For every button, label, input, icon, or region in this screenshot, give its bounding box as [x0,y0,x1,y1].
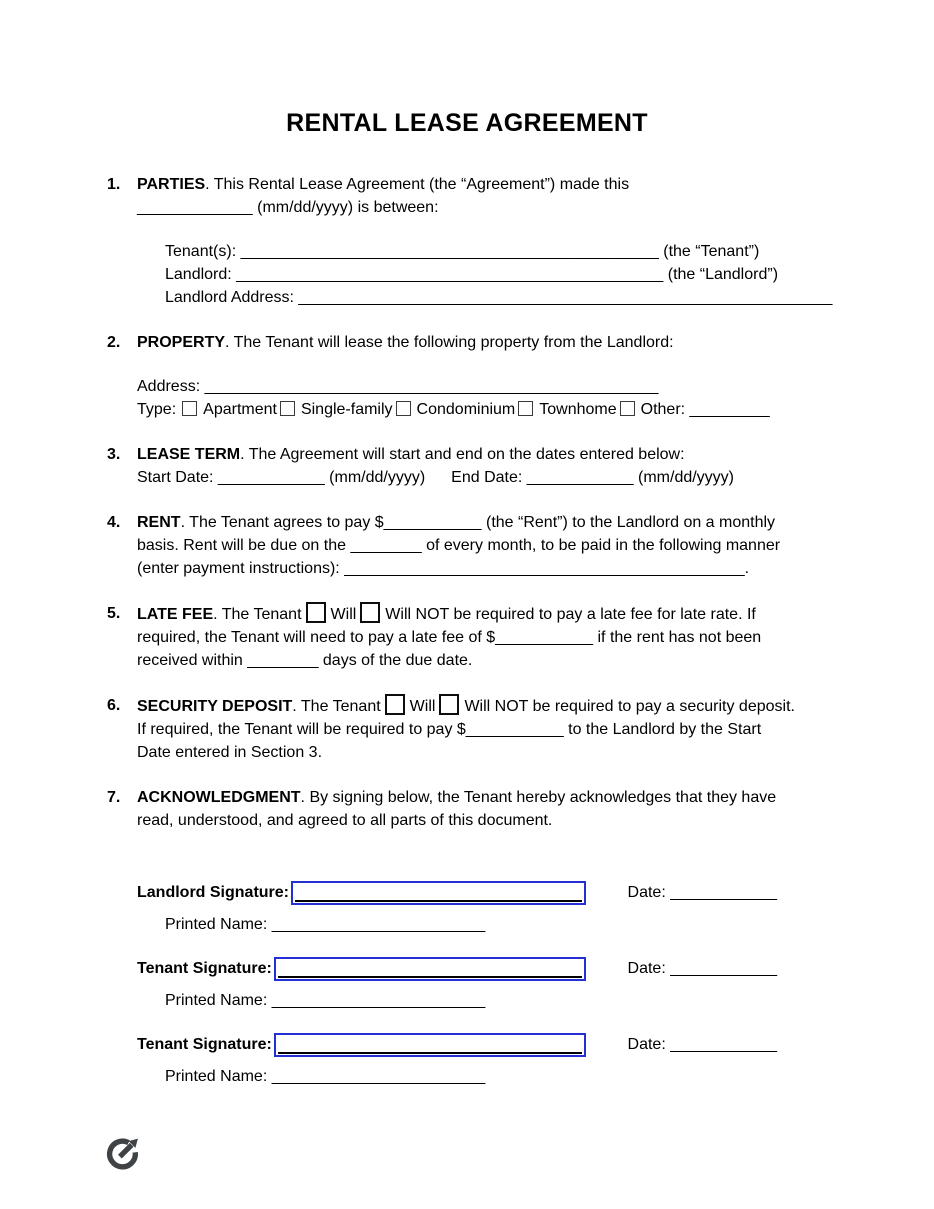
rent-line-3: (enter payment instructions): _____________________________________________. [137,560,750,577]
tenant-printed-name-row-1 [165,989,934,1012]
late-fee-will-checkbox[interactable] [306,602,326,623]
section-rent [107,511,934,580]
landlord-date-group [628,884,777,902]
tenant-signature-label-1: Tenant Signature: [137,959,272,977]
rent-heading: RENT [137,514,181,531]
late-fee-will-label: Will [330,606,357,623]
start-date-blank-line: ____________ [213,469,325,486]
other-blank-line: _________ [685,401,770,418]
other-option-label: Other: [640,401,686,418]
section-property [107,331,934,421]
landlord-date-label: Date: [627,883,666,901]
landlord-name-field-line [165,263,847,286]
tenant-signature-label-2: Tenant Signature: [137,1035,272,1053]
landlord-label: Landlord: [165,266,232,283]
tenant-date-label-1: Date: [627,959,666,977]
signature-area [137,880,934,1088]
property-line-1 [137,331,847,354]
parties-text-1: . This Rental Lease Agreement (the “Agreement”) made this [205,176,630,193]
parties-line-2: _____________ (mm/dd/yyyy) is between: [137,199,439,216]
late-fee-line-3: received within ________ days of the due date. [137,652,473,669]
security-deposit-text-2: Will NOT be required to pay a security deposit. [464,698,795,715]
landlord-address-label: Landlord Address: [165,289,294,306]
end-date-blank-line: ____________ [522,469,634,486]
property-address-field-line [137,375,847,398]
tenant-signature-field-2[interactable] [274,1033,586,1057]
section-rent-number: 4. [107,514,121,531]
section-security-deposit [107,694,934,764]
parties-heading: PARTIES [137,176,206,193]
late-fee-heading: LATE FEE [137,606,214,623]
circular-arrow-logo [105,1132,142,1172]
start-date-format-hint: (mm/dd/yyyy) [324,469,426,486]
landlord-blank-line: ________________________________________________ [231,266,664,283]
section-acknowledgment-number: 7. [107,789,121,806]
security-deposit-line-3: Date entered in Section 3. [137,744,323,761]
section-lease-term [107,443,934,489]
landlord-date-blank-line: ____________ [665,883,777,901]
spacer [137,219,847,240]
acknowledgment-line-1 [137,786,847,809]
apartment-option-label: Apartment [203,401,277,418]
late-fee-line-2: required, the Tenant will need to pay a late fee of $___________ if the rent has not been [137,629,762,646]
landlord-signature-label: Landlord Signature: [137,883,289,901]
tenant-date-label-2: Date: [627,1035,666,1053]
security-deposit-will-label: Will [409,698,436,715]
single-family-checkbox[interactable] [280,401,295,416]
landlord-signature-group [137,880,934,936]
document-title: RENTAL LEASE AGREEMENT [286,109,648,137]
tenant-printed-name-blank-line-2: ________________________ [267,1068,486,1085]
tenant-printed-name-row-2 [165,1065,934,1088]
section-late-fee-number: 5. [107,605,121,622]
lease-term-text-1: . The Agreement will start and end on the dates entered below: [240,446,685,463]
townhome-checkbox[interactable] [518,401,533,416]
tenant-printed-name-label-1: Printed Name: [165,992,268,1009]
security-deposit-heading: SECURITY DEPOSIT [137,698,293,715]
tenant-suffix: (the “Tenant”) [658,243,760,260]
landlord-suffix: (the “Landlord”) [663,266,779,283]
end-date-label: End Date: [451,469,523,486]
lease-term-line-1 [137,443,847,466]
security-deposit-line-1 [137,694,847,718]
section-late-fee [107,602,934,672]
sections [107,173,934,832]
landlord-printed-name-label: Printed Name: [165,916,268,933]
late-fee-will-not-checkbox[interactable] [360,602,380,623]
single-family-option-label: Single-family [300,401,393,418]
section-lease-term-number: 3. [107,446,121,463]
landlord-address-blank-line: ____________________________________________________________ [293,289,833,306]
late-fee-text-2: Will NOT be required to pay a late fee for late rate. If [385,606,756,623]
security-deposit-will-not-checkbox[interactable] [439,694,459,715]
tenant-date-group-2 [628,1036,777,1054]
tenant-blank-line: _______________________________________________ [236,243,659,260]
lease-term-heading: LEASE TERM [137,446,241,463]
acknowledgment-heading: ACKNOWLEDGMENT [137,789,301,806]
section-parties [107,173,934,309]
landlord-printed-name-blank-line: ________________________ [267,916,486,933]
landlord-printed-name-row [165,913,934,936]
landlord-signature-row [137,880,777,905]
tenant-signature-group-2 [137,1032,934,1088]
tenant-printed-name-blank-line-1: ________________________ [267,992,486,1009]
other-checkbox[interactable] [620,401,635,416]
section-parties-number: 1. [107,176,121,193]
parties-line-1 [137,173,847,196]
property-heading: PROPERTY [137,334,226,351]
tenant-signature-group-1 [137,956,934,1012]
tenant-date-blank-line-1: ____________ [665,959,777,977]
late-fee-line-1 [137,602,847,626]
townhome-option-label: Townhome [539,401,617,418]
late-fee-text-1: . The Tenant [213,606,302,623]
rent-line-2: basis. Rent will be due on the ________ of every month, to be paid in the following manner [137,537,781,554]
property-type-line [137,398,847,421]
section-acknowledgment [107,786,934,832]
property-address-label: Address: [137,378,201,395]
property-text-1: . The Tenant will lease the following property from the Landlord: [225,334,674,351]
tenant-date-group-1 [628,960,777,978]
tenant-date-blank-line-2: ____________ [665,1035,777,1053]
acknowledgment-line-2: read, understood, and agreed to all parts of this document. [137,812,553,829]
tenant-printed-name-label-2: Printed Name: [165,1068,268,1085]
section-security-deposit-number: 6. [107,697,121,714]
property-address-blank-line: ___________________________________________________ [200,378,659,395]
rent-line-1 [137,511,847,534]
tenant-signature-row-2 [137,1032,777,1057]
condominium-option-label: Condominium [416,401,516,418]
footer [105,1132,934,1172]
tenant-signature-field-1[interactable] [274,957,586,981]
start-date-label: Start Date: [137,469,214,486]
security-deposit-line-2: If required, the Tenant will be required to pay $___________ to the Landlord by the Start [137,721,762,738]
security-deposit-will-checkbox[interactable] [385,694,405,715]
landlord-address-field-line [165,286,847,309]
tenant-signature-row-1 [137,956,777,981]
landlord-signature-field[interactable] [291,881,586,905]
rent-text-1: . The Tenant agrees to pay $___________ (the “Rent”) to the Landlord on a monthly [180,514,776,531]
tenant-name-field-line [165,240,847,263]
end-date-format-hint: (mm/dd/yyyy) [633,469,735,486]
acknowledgment-text-1: . By signing below, the Tenant hereby acknowledges that they have [300,789,777,806]
tenant-label: Tenant(s): [165,243,237,260]
property-type-label: Type: [137,401,177,418]
section-property-number: 2. [107,334,121,351]
spacer [137,354,847,375]
condominium-checkbox[interactable] [396,401,411,416]
security-deposit-text-1: . The Tenant [292,698,381,715]
apartment-checkbox[interactable] [182,401,197,416]
lease-term-dates-line [137,466,847,489]
